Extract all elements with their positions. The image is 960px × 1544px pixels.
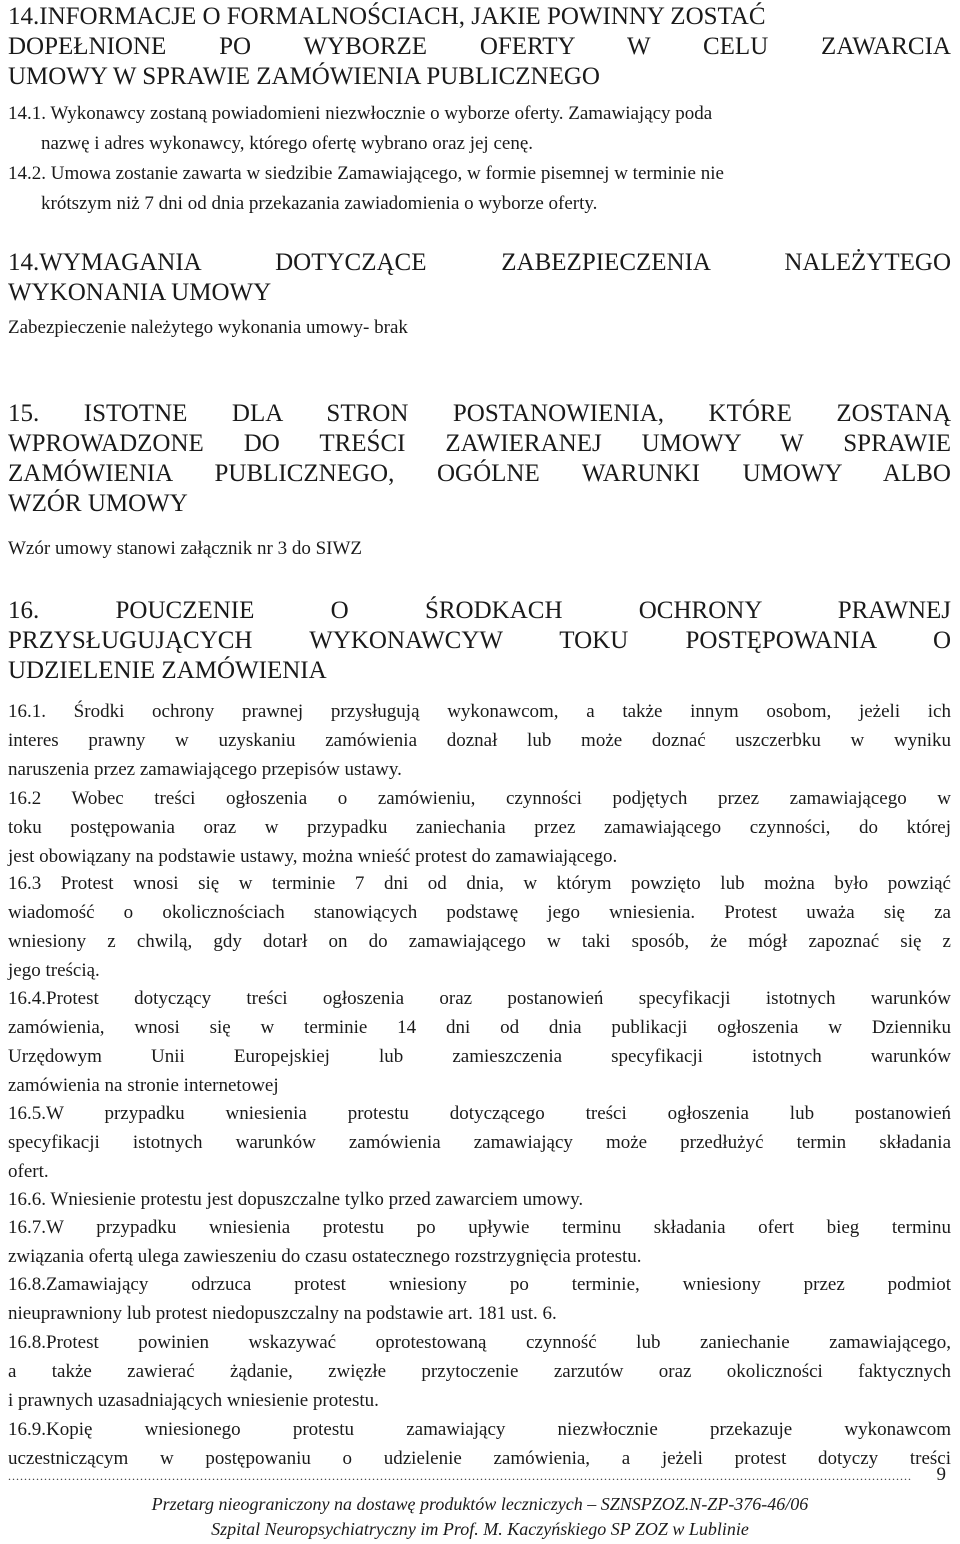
text-line: toku postępowania oraz w przypadku zaniechania przez zamawiającego czynności, do której — [8, 817, 951, 838]
heading-line: WYKONANIA UMOWY — [8, 279, 272, 306]
footer-line-1: Przetarg nieograniczony na dostawę produktów leczniczych – SZNSPZOZ.N-ZP-376-46/06 — [151, 1494, 809, 1514]
text-line: ofert. — [8, 1161, 49, 1182]
text-line: Zabezpieczenie należytego wykonania umowy- brak — [8, 317, 408, 338]
text-line: 14.1. Wykonawcy zostaną powiadomieni niezwłocznie o wyborze oferty. Zamawiający poda — [8, 103, 713, 124]
paragraph-16-1 — [8, 697, 951, 784]
text-line: naruszenia przez zamawiającego przepisów ustawy. — [8, 759, 402, 780]
text-line: 16.4.Protest dotyczący treści ogłoszenia oraz postanowień specyfikacji istotnych warunków — [8, 988, 951, 1009]
section-14b-heading — [8, 248, 951, 308]
text-line: zamówienia, wnosi się w terminie 14 dni od dnia publikacji ogłoszenia w Dzienniku — [8, 1017, 951, 1038]
text-line: nieuprawniony lub protest niedopuszczalny na podstawie art. 181 ust. 6. — [8, 1303, 557, 1324]
text-line: krótszym niż 7 dni od dnia przekazania zawiadomienia o wyborze oferty. — [41, 193, 598, 214]
paragraph-16-2 — [8, 784, 951, 871]
text-line: jest obowiązany na podstawie ustawy, można wnieść protest do zamawiającego. — [8, 846, 618, 867]
heading-line: WZÓR UMOWY — [8, 490, 188, 517]
heading-line: UDZIELENIE ZAMÓWIENIA — [8, 657, 327, 684]
text-line: nazwę i adres wykonawcy, którego ofertę wybrano oraz jej cenę. — [41, 133, 534, 154]
paragraph-16-3 — [8, 869, 951, 985]
paragraph-14-1 — [8, 99, 951, 159]
heading-line: UMOWY W SPRAWIE ZAMÓWIENIA PUBLICZNEGO — [8, 63, 600, 90]
footer-separator: .................................................................................................................................................................................................................................. — [8, 1469, 912, 1483]
heading-line: PRZYSŁUGUJĄCYCH WYKONAWCYW TOKU POSTĘPOWANIA O — [8, 627, 951, 654]
text-line: uczestniczącym w postępowaniu o udzielenie zamówienia, a jeżeli protest dotyczy treści — [8, 1448, 951, 1469]
text-line: 16.3 Protest wnosi się w terminie 7 dni od dnia, w którym powzięto lub można było powziąć — [8, 873, 951, 894]
heading-line: ZAMÓWIENIA PUBLICZNEGO, OGÓLNE WARUNKI UMOWY ALBO — [8, 460, 951, 487]
heading-line: 14.INFORMACJE O FORMALNOŚCIACH, JAKIE POWINNY ZOSTAĆ — [8, 3, 766, 30]
paragraph-16-8 — [8, 1270, 951, 1328]
paragraph-16-5 — [8, 1099, 951, 1186]
text-line: 16.1. Środki ochrony prawnej przysługują wykonawcom, a także innym osobom, jeżeli ich — [8, 701, 951, 722]
page-number: 9 — [936, 1464, 946, 1485]
heading-line: 15. ISTOTNE DLA STRON POSTANOWIENIA, KTÓRE ZOSTANĄ — [8, 400, 951, 427]
text-line: 16.8.Protest powinien wskazywać oprotestowaną czynność lub zaniechanie zamawiającego, — [8, 1332, 951, 1353]
text-line: Urzędowym Unii Europejskiej lub zamieszczenia specyfikacji istotnych warunków — [8, 1046, 951, 1067]
section-14-heading — [8, 2, 951, 92]
text-line: 14.2. Umowa zostanie zawarta w siedzibie Zamawiającego, w formie pisemnej w terminie nie — [8, 163, 724, 184]
text-line: wiadomość o okolicznościach stanowiących podstawę jego wniesienia. Protest uważa się za — [8, 902, 951, 923]
heading-line: DOPEŁNIONE PO WYBORZE OFERTY W CELU ZAWARCIA — [8, 33, 951, 60]
heading-line: 14.WYMAGANIA DOTYCZĄCE ZABEZPIECZENIA NALEŻYTEGO — [8, 249, 951, 276]
text-line: 16.6. Wniesienie protestu jest dopuszczalne tylko przed zawarciem umowy. — [8, 1189, 584, 1210]
text-line: interes prawny w uzyskaniu zamówienia doznał lub może doznać uszczerbku w wyniku — [8, 730, 951, 751]
text-line: specyfikacji istotnych warunków zamówienia zamawiający może przedłużyć termin składania — [8, 1132, 951, 1153]
text-line: 16.7.W przypadku wniesienia protestu po upływie terminu składania ofert bieg terminu — [8, 1217, 951, 1238]
heading-line: WPROWADZONE DO TREŚCI ZAWIERANEJ UMOWY W SPRAWIE — [8, 430, 951, 457]
text-line: związania ofertą ulega zawieszeniu do czasu ostatecznego rozstrzygnięcia protestu. — [8, 1246, 642, 1267]
text-line: wniesiony z chwilą, gdy dotarł on do zamawiającego w taki sposób, że mógł zapoznać się z — [8, 931, 951, 952]
paragraph-14-2 — [8, 159, 951, 219]
section-15-text — [8, 534, 951, 564]
heading-line: 16. POUCZENIE O ŚRODKACH OCHRONY PRAWNEJ — [8, 597, 951, 624]
text-line: i prawnych uzasadniających wniesienie protestu. — [8, 1390, 379, 1411]
paragraph-16-4 — [8, 984, 951, 1100]
text-line: 16.9.Kopię wniesionego protestu zamawiający niezwłocznie przekazuje wykonawcom — [8, 1419, 951, 1440]
section-14b-text — [8, 313, 951, 343]
paragraph-16-7 — [8, 1213, 951, 1271]
text-line: 16.2 Wobec treści ogłoszenia o zamówieniu, czynności podjętych przez zamawiającego w — [8, 788, 951, 809]
text-line: zamówienia na stronie internetowej — [8, 1075, 279, 1096]
text-line: 16.5.W przypadku wniesienia protestu dotyczącego treści ogłoszenia lub postanowień — [8, 1103, 951, 1124]
text-line: Wzór umowy stanowi załącznik nr 3 do SIWZ — [8, 538, 363, 559]
section-15-heading — [8, 399, 951, 519]
footer-line-2: Szpital Neuropsychiatryczny im Prof. M. Kaczyńskiego SP ZOZ w Lublinie — [211, 1519, 749, 1539]
section-16-heading — [8, 596, 951, 686]
text-line: 16.8.Zamawiający odrzuca protest wniesiony po terminie, wniesiony przez podmiot — [8, 1274, 951, 1295]
paragraph-16-8b — [8, 1328, 951, 1415]
paragraph-16-6 — [8, 1185, 951, 1214]
text-line: jego treścią. — [8, 960, 100, 981]
paragraph-16-9 — [8, 1415, 951, 1473]
text-line: a także zawierać żądanie, zwięzłe przytoczenie zarzutów oraz okoliczności faktycznych — [8, 1361, 951, 1382]
